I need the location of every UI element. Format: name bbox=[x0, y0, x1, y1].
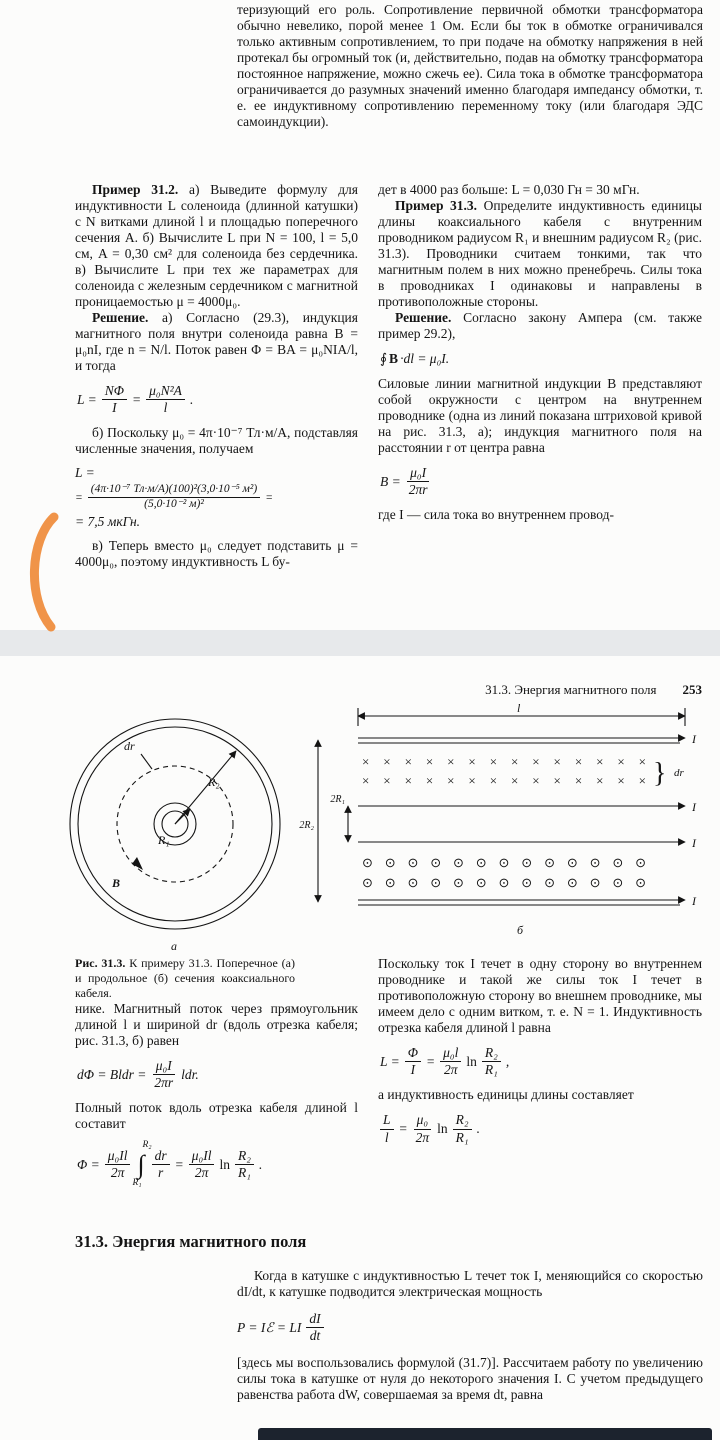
label-r2: R₂ bbox=[208, 775, 220, 789]
math-line bbox=[75, 483, 358, 512]
figure-caption bbox=[75, 956, 295, 1001]
label-r1: R₁ bbox=[158, 833, 170, 847]
continuation-paragraph: дет в 4000 раз больше: L = 0,030 Гн = 30 мГн. bbox=[378, 182, 640, 197]
fraction: $\frac{dr}{r}$ bbox=[152, 1148, 170, 1181]
flux-paragraph: нике. Магнитный поток через прямоугольник длиной l и шириной dr (вдоль отрезка кабеля; рис. 31.3, б) равен bbox=[75, 1001, 358, 1048]
fraction: $\frac{\text{R₂}}{\text{R₁}}$ bbox=[482, 1045, 501, 1078]
math-term: ·dl = μ₀I. bbox=[400, 351, 450, 366]
math-term: = bbox=[265, 491, 273, 504]
formula-total-flux bbox=[77, 1141, 358, 1188]
fraction: $\frac{\text{R₂}}{\text{R₁}}$ bbox=[453, 1112, 472, 1145]
ln-operator: ln bbox=[437, 1121, 448, 1137]
label-dr-cross: dr bbox=[124, 739, 135, 753]
label-current-inner-bottom: I bbox=[692, 836, 696, 850]
running-header-title: 31.3. Энергия магнитного поля bbox=[485, 682, 657, 697]
solution-label: Решение. bbox=[92, 310, 149, 325]
fraction: $\frac{\text{(4π·10⁻⁷ Тл·м/А)(100)²(3,0·10⁻⁵ м²)}}{\text{(5,0·10⁻² м)²}}$ bbox=[88, 483, 260, 512]
math-term: . bbox=[476, 1121, 480, 1137]
example-31-2-text: а) Выведите формулу для индуктивности L соленоида (длинной катушки) с N витками длиной l и площадью поперечного сечения A. б) Вычислите L при N = 100, l = 5,0 см, A = 0,30 см² для соленоида без сердечника. в) Вычислите L при тех же параметрах для соленоида с железным сердечником с магнитной проницаемостью μ = 4000μ₀. bbox=[75, 182, 359, 309]
field-lines-paragraph: Силовые линии магнитной индукции B представляют собой окружности с центром на внутреннем проводнике (одна из линий показана штриховой кривой на рис. 31.3, а); индукция магнитного поля на расстоянии r от центра равна bbox=[378, 376, 702, 455]
integral-with-limits: R₂ ∫ R₁ bbox=[132, 1140, 152, 1188]
math-term: Φ = bbox=[77, 1156, 100, 1172]
solution-label: Решение. bbox=[395, 310, 452, 325]
fraction: $\frac{N\Phi}{I}$ bbox=[102, 383, 127, 416]
brace-dr: } bbox=[653, 758, 667, 789]
top-continuation-block bbox=[237, 2, 703, 130]
solution-c-paragraph: в) Теперь вместо μ₀ следует подставить μ = 4000μ₀, поэтому индуктивность L бу- bbox=[75, 537, 358, 569]
example-31-2-title: Пример 31.2. bbox=[92, 182, 179, 197]
fraction: $\frac{\text{μ₀N²A}}{l}$ bbox=[146, 383, 185, 416]
example-31-3-title: Пример 31.3. bbox=[395, 198, 478, 213]
fraction: $\frac{L}{l}$ bbox=[380, 1112, 394, 1145]
page2-left-column bbox=[75, 956, 358, 1197]
fraction: $\frac{\text{R₂}}{\text{R₁}}$ bbox=[235, 1148, 254, 1181]
field-into-page-row-1: × × × × × × × × × × × × × × bbox=[362, 754, 646, 769]
label-dr-long: dr bbox=[674, 767, 684, 779]
ln-operator: ln bbox=[219, 1156, 230, 1172]
figure-caption-number: Рис. 31.3. bbox=[75, 956, 126, 970]
fraction: $\frac{dI}{dt}$ bbox=[306, 1311, 323, 1344]
coax-cross-section-diagram bbox=[70, 719, 280, 929]
math-term: = bbox=[132, 391, 142, 407]
tail-paragraph: где I — сила тока во внутреннем провод- bbox=[378, 507, 615, 523]
formula-numeric-inductance bbox=[75, 465, 358, 530]
math-line: = 7,5 мкГн. bbox=[75, 513, 141, 529]
solution-intro-text: Согласно закону Ампера (см. также пример 29.2), bbox=[378, 310, 702, 341]
formula-inductance-per-length bbox=[380, 1112, 702, 1145]
solution-b-paragraph: б) Поскольку μ₀ = 4π·10⁻⁷ Тл·м/А, подставляя численные значения, получаем bbox=[75, 425, 358, 457]
formula-electric-power bbox=[237, 1311, 703, 1344]
solution-a-paragraph bbox=[75, 310, 358, 374]
bottom-ui-bar[interactable] bbox=[258, 1428, 712, 1440]
fraction: $\frac{\text{μ₀l}}{2\pi}$ bbox=[440, 1045, 461, 1078]
page-2 bbox=[0, 656, 720, 1440]
coil-power-paragraph: Когда в катушке с индуктивностью L течет ток I, меняющийся со скоростью dI/dt, к катушке подводится электрическая мощность bbox=[237, 1268, 703, 1299]
formula-ampere-law bbox=[380, 351, 702, 367]
single-turn-paragraph: Поскольку ток I течет в одну сторону во внутреннем проводнике и такой же силы ток I течет в противоположную сторону во внешнем проводнике, мы имеем дело с одним витком, т. е. N = 1. Индуктивность отрезка кабеля длиной l равна bbox=[378, 956, 702, 1035]
page2-right-column bbox=[378, 956, 702, 1155]
math-term: dΦ = Bldr = bbox=[77, 1066, 147, 1082]
transformer-paragraph: теризующий его роль. Сопротивление первичной обмотки трансформатора обычно невелико, порой менее 1 Ом. Если бы ток в обмотке ограничивался только активным сопротивлением, то при подаче на обмотку напряжения в ней протекал бы огромный ток (и, действительно, подав на обмотку трансформатора постоянное напряжение, можно сжечь ее). Сила тока в обмотке трансформатора ограничивается до разумных значений именно благодаря импедансу обмотки, т. е. ее индуктивному сопротивлению переменному току (или благодаря ЭДС самоиндукции). bbox=[237, 2, 703, 129]
subfigure-b-label: б bbox=[517, 923, 524, 937]
fraction: $\frac{\text{μ₀}}{2\pi}$ bbox=[415, 1112, 430, 1145]
solution-31-3-paragraph bbox=[378, 310, 702, 342]
math-term: = bbox=[426, 1053, 436, 1069]
fraction: $\frac{\text{μ₀Il}}{2\pi}$ bbox=[105, 1148, 131, 1181]
section-body bbox=[237, 1268, 703, 1403]
math-term: = bbox=[174, 1156, 184, 1172]
math-line: L = bbox=[75, 465, 95, 481]
label-current-top: I bbox=[692, 732, 696, 746]
work-paragraph: [здесь мы воспользовались формулой (31.7)]. Рассчитаем работу по увеличению силы тока в катушке от нуля до некоторого значения I. С учетом предыдущего равенства работа dW, совершаемая за время dt, равна bbox=[237, 1355, 703, 1403]
label-current-bottom: I bbox=[692, 894, 696, 908]
fraction: $\frac{\text{μ₀Il}}{2\pi}$ bbox=[189, 1148, 215, 1181]
math-term: = bbox=[75, 491, 83, 504]
page1-left-column bbox=[75, 182, 358, 570]
math-term: B = bbox=[380, 473, 401, 489]
per-unit-length-paragraph: а индуктивность единицы длины составляет bbox=[378, 1087, 634, 1103]
formula-flux-element bbox=[77, 1058, 358, 1091]
field-into-page-row-2: × × × × × × × × × × × × × × bbox=[362, 773, 646, 788]
vector-b-symbol: B bbox=[389, 351, 399, 366]
formula-solenoid-inductance bbox=[77, 383, 358, 416]
fraction: $\frac{\Phi}{I}$ bbox=[405, 1045, 421, 1078]
page-number: 253 bbox=[682, 682, 702, 697]
example-31-3-text: Определите индуктивность единицы длины коаксиального кабеля с внутренним проводником радиусом R₁ и внешним радиусом R₂ (рис. 31.3). Проводники считаем тонкими, так что магнитным полем в них можно пренебречь. Силы тока в проводниках I одинаковы и направлены в противоположные стороны. bbox=[378, 198, 702, 309]
contour-integral-symbol: ∮ bbox=[380, 351, 388, 366]
math-term: = bbox=[398, 1121, 408, 1137]
field-out-of-page-row-2: ⊙ ⊙ ⊙ ⊙ ⊙ ⊙ ⊙ ⊙ ⊙ ⊙ ⊙ ⊙ ⊙ bbox=[362, 875, 646, 890]
formula-magnetic-field bbox=[380, 465, 702, 498]
running-header bbox=[340, 682, 702, 698]
label-current-inner-top: I bbox=[692, 800, 696, 814]
orange-annotation-mark bbox=[20, 512, 60, 632]
figure-31-3 bbox=[40, 702, 705, 954]
fraction: $\frac{\text{μ₀I}}{2\pi r}$ bbox=[408, 465, 428, 498]
label-length: l bbox=[517, 702, 521, 715]
math-term: L = bbox=[380, 1053, 400, 1069]
field-out-of-page-row-1: ⊙ ⊙ ⊙ ⊙ ⊙ ⊙ ⊙ ⊙ ⊙ ⊙ ⊙ ⊙ ⊙ bbox=[362, 855, 646, 870]
math-term: , bbox=[505, 1053, 510, 1069]
example-31-3-paragraph bbox=[378, 198, 702, 310]
solution-a-text: а) Согласно (29.3), индукция магнитного поля внутри соленоида равна B = μ₀nI, где n = N/l. Поток равен Φ = BA = μ₀NIA/l, и тогда bbox=[75, 310, 358, 373]
label-2r1: 2R₁ bbox=[330, 794, 345, 805]
label-2r2: 2R₂ bbox=[299, 820, 314, 831]
section-heading: 31.3. Энергия магнитного поля bbox=[75, 1232, 307, 1251]
math-term: P = Iℰ = LI bbox=[237, 1319, 302, 1335]
page1-right-column bbox=[378, 182, 702, 523]
math-term: ldr. bbox=[181, 1066, 199, 1082]
figure-caption-text: К примеру 31.3. Поперечное (а) и продольное (б) сечения коаксиального кабеля. bbox=[75, 956, 295, 1000]
subfigure-a-label: а bbox=[171, 939, 177, 953]
label-b-field: B bbox=[112, 876, 121, 890]
math-term: . bbox=[258, 1156, 263, 1172]
math-term: . bbox=[189, 391, 194, 407]
example-31-2-paragraph bbox=[75, 182, 358, 310]
math-term: L = bbox=[77, 391, 97, 407]
total-flux-paragraph: Полный поток вдоль отрезка кабеля длиной l составит bbox=[75, 1100, 358, 1132]
page-1 bbox=[0, 0, 720, 630]
ln-operator: ln bbox=[466, 1053, 477, 1069]
fraction: $\frac{\text{μ₀I}}{2\pi r}$ bbox=[154, 1058, 174, 1091]
formula-cable-inductance bbox=[380, 1045, 702, 1078]
